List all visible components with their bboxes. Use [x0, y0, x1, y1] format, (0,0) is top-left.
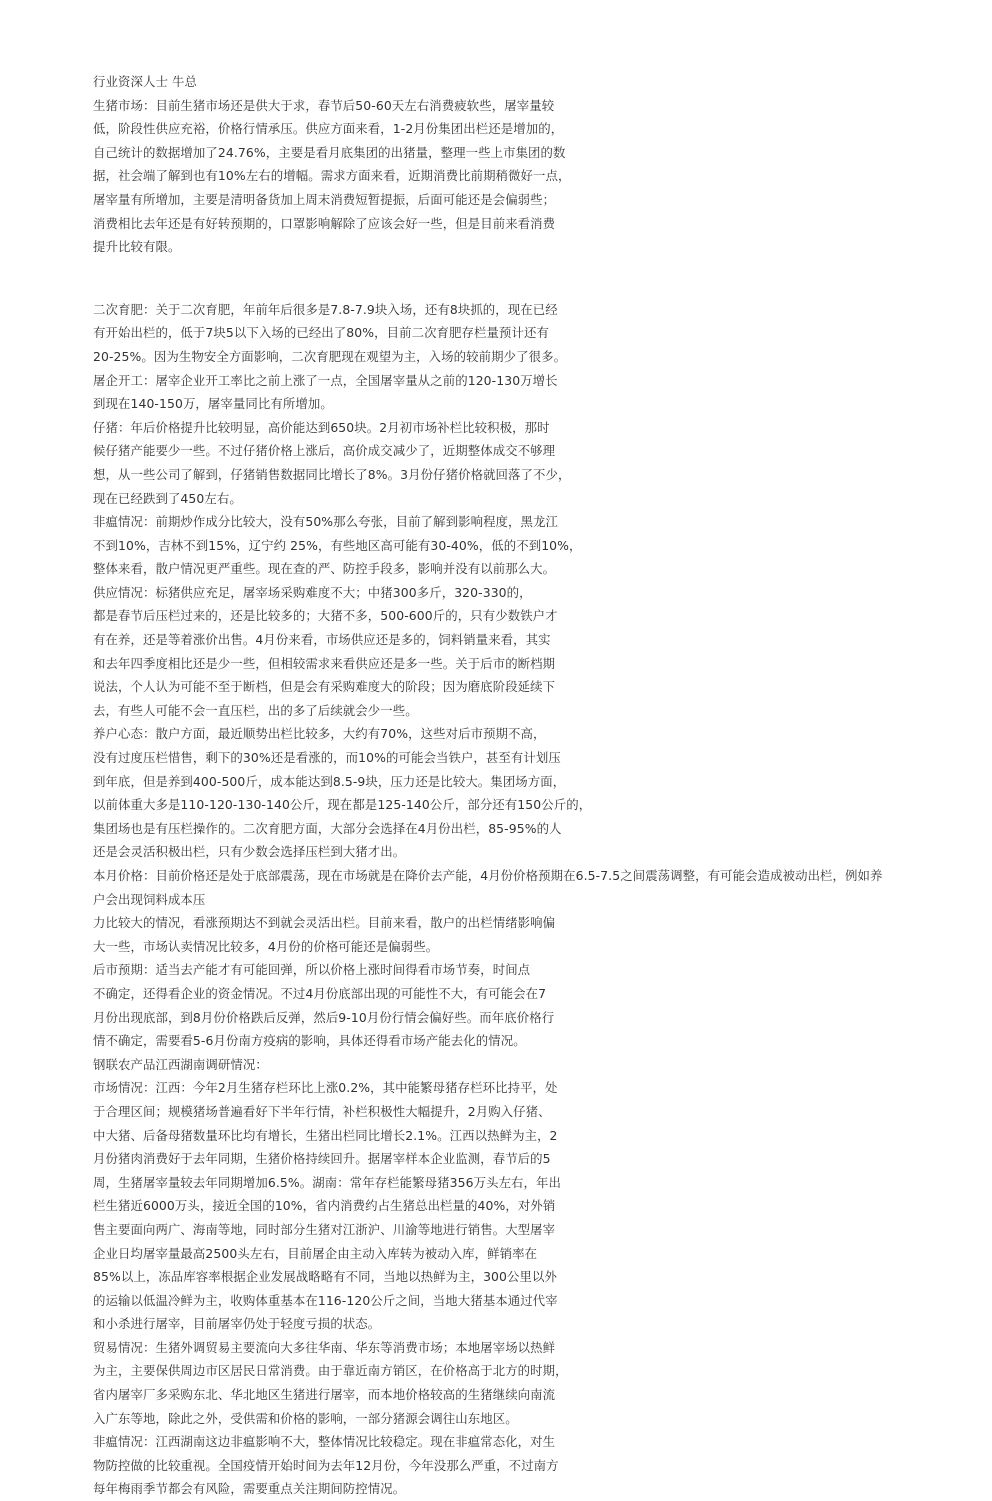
- text-line: 大一些，市场认卖情况比较多，4月份的价格可能还是偏弱些。: [93, 938, 439, 954]
- text-line: 钢联农产品江西湖南调研情况：: [93, 1056, 268, 1072]
- market-summary-paragraph: [93, 94, 943, 259]
- text-line: 以前体重大多是110-120-130-140公斤，现在都是125-140公斤，部分还有150公斤的，: [93, 797, 592, 813]
- text-line: 省内屠宰厂多采购东北、华北地区生猪进行屠宰，而本地价格较高的生猪继续向南流: [93, 1387, 556, 1403]
- text-line: 生猪市场：目前生猪市场还是供大于求，春节后50-60天左右消费疲软些，屠宰量较: [93, 97, 555, 113]
- author-line: 行业资深人士 牛总: [93, 74, 197, 89]
- text-line: 屠企开工：屠宰企业开工率比之前上涨了一点，全国屠宰量从之前的120-130万增长: [93, 372, 558, 388]
- text-line: 有在养，还是等着涨价出售。4月份来看，市场供应还是多的，饲料销量来看，其实: [93, 632, 551, 648]
- text-line: 于合理区间；规模猪场普遍看好下半年行情，补栏积极性大幅提升，2月购入仔猪、: [93, 1103, 551, 1119]
- text-line: 为主，主要保供周边市区居民日常消费。由于靠近南方销区，在价格高于北方的时期，: [93, 1363, 568, 1379]
- text-line: 20-25%。因为生物安全方面影响，二次育肥现在观望为主，入场的较前期少了很多。: [93, 348, 567, 364]
- text-line: 自己统计的数据增加了24.76%，主要是看月底集团的出猪量，整理一些上市集团的数: [93, 144, 566, 160]
- text-line: 非瘟情况：前期炒作成分比较大，没有50%那么夸张，目前了解到影响程度，黑龙江: [93, 514, 559, 530]
- text-line: 二次育肥：关于二次育肥，年前年后很多是7.8-7.9块入场，还有8块抓的，现在已经: [93, 301, 558, 317]
- text-line: 贸易情况：生猪外调贸易主要流向大多往华南、华东等消费市场；本地屠宰场以热鲜: [93, 1339, 556, 1355]
- text-line: 情不确定，需要看5-6月份南方疫病的影响，具体还得看市场产能去化的情况。: [93, 1033, 526, 1049]
- text-line: 的运输以低温冷鲜为主，收购体重基本在116-120公斤之间，当地大猪基本通过代宰: [93, 1292, 558, 1308]
- text-line: 据，社会端了解到也有10%左右的增幅。需求方面来看，近期消费比前期稍微好一点，: [93, 168, 571, 184]
- text-line: 物防控做的比较重视。全国疫情开始时间为去年12月份，今年没那么严重，不过南方: [93, 1457, 559, 1473]
- text-line: 85%以上，冻品库容率根据企业发展战略略有不同，当地以热鲜为主，300公里以外: [93, 1269, 557, 1285]
- text-line: 消费相比去年还是有好转预期的，口罩影响解除了应该会好一些，但是目前来看消费: [93, 215, 556, 231]
- text-line: 中大猪、后备母猪数量环比均有增长，生猪出栏同比增长2.1%。江西以热鲜为主，2: [93, 1127, 558, 1143]
- text-line: 有开始出栏的，低于7块5以下入场的已经出了80%，目前二次育肥存栏量预计还有: [93, 325, 549, 341]
- text-line: 入广东等地，除此之外，受供需和价格的影响，一部分猪源会调往山东地区。: [93, 1410, 518, 1426]
- text-line: 市场情况：江西：今年2月生猪存栏环比上涨0.2%，其中能繁母猪存栏环比持平，处: [93, 1080, 558, 1096]
- text-line: 提升比较有限。: [93, 239, 181, 255]
- text-line: 整体来看，散户情况更严重些。现在查的严、防控手段多，影响并没有以前那么大。: [93, 561, 556, 577]
- text-line: 售主要面向两广、海南等地，同时部分生猪对江浙沪、川渝等地进行销售。大型屠宰: [93, 1221, 556, 1237]
- text-line: 月份出现底部，到8月份价格跌后反弹，然后9-10月份行情会偏好些。而年底价格行: [93, 1009, 555, 1025]
- text-line: 说法，个人认为可能不至于断档，但是会有采购难度大的阶段；因为磨底阶段延续下: [93, 679, 556, 695]
- text-line: 都是春节后压栏过来的，还是比较多的；大猪不多，500-600斤的，只有少数铁户才: [93, 608, 558, 624]
- document-page: [93, 70, 943, 1501]
- text-line: 和去年四季度相比还是少一些，但相较需求来看供应还是多一些。关于后市的断档期: [93, 655, 556, 671]
- text-line: 候仔猪产能要少一些。不过仔猪价格上涨后，高价成交减少了，近期整体成交不够理: [93, 443, 556, 459]
- text-line: 不确定，还得看企业的资金情况。不过4月份底部出现的可能性不大，有可能会在7: [93, 985, 547, 1001]
- text-line: 到现在140-150万，屠宰量同比有所增加。: [93, 396, 333, 412]
- text-line: 周，生猪屠宰量较去年同期增加6.5%。湖南：常年存栏能繁母猪356万头左右，年出: [93, 1174, 562, 1190]
- text-line: 和小杀进行屠宰，目前屠宰仍处于轻度亏损的状态。: [93, 1316, 381, 1332]
- text-line: 月份猪肉消费好于去年同期，生猪价格持续回升。据屠宰样本企业监测，春节后的5: [93, 1151, 551, 1167]
- text-line: 本月价格：目前价格还是处于底部震荡，现在市场就是在降价去产能，4月份价格预期在6.5-7.5之间震荡调整，有可能会造成被动出栏，例如养: [93, 868, 883, 883]
- research-details-section: [93, 298, 943, 1501]
- text-line: 屠宰量有所增加，主要是清明备货加上周末消费短暂提振，后面可能还是会偏弱些；: [93, 191, 556, 207]
- text-line: 户会出现饲料成本压: [93, 891, 206, 907]
- text-line: 企业日均屠宰量最高2500头左右，目前屠企由主动入库转为被动入库，鲜销率在: [93, 1245, 538, 1261]
- text-line: 到年底，但是养到400-500斤，成本能达到8.5-9块，压力还是比较大。集团场方面，: [93, 773, 566, 789]
- text-line: 低，阶段性供应充裕，价格行情承压。供应方面来看，1-2月份集团出栏还是增加的，: [93, 121, 564, 137]
- text-line: 供应情况：标猪供应充足，屠宰场采购难度不大；中猪300多斤，320-330的，: [93, 584, 532, 600]
- text-line: 养户心态：散户方面，最近顺势出栏比较多，大约有70%，这些对后市预期不高，: [93, 726, 546, 742]
- text-line: 去，有些人可能不会一直压栏，出的多了后续就会少一些。: [93, 702, 418, 718]
- paragraph-gap: [93, 259, 943, 298]
- text-line: 力比较大的情况，看涨预期达不到就会灵活出栏。目前来看，散户的出栏情绪影响偏: [93, 915, 556, 931]
- text-line: 每年梅雨季节都会有风险，需要重点关注期间防控情况。: [93, 1481, 406, 1497]
- text-line: 现在已经跌到了450左右。: [93, 490, 242, 506]
- text-line: 不到10%，吉林不到15%，辽宁约 25%，有些地区高可能有30-40%，低的不到10%，: [93, 537, 582, 553]
- text-line: 还是会灵活积极出栏，只有少数会选择压栏到大猪才出。: [93, 844, 406, 860]
- text-line: 没有过度压栏惜售，剩下的30%还是看涨的，而10%的可能会当铁户，甚至有计划压: [93, 750, 561, 766]
- text-line: 栏生猪近6000万头，接近全国的10%，省内消费约占生猪总出栏量的40%，对外销: [93, 1198, 556, 1214]
- text-line: 集团场也是有压栏操作的。二次育肥方面，大部分会选择在4月份出栏，85-95%的人: [93, 820, 562, 836]
- text-line: 想，从一些公司了解到，仔猪销售数据同比增长了8%。3月份仔猪价格就回落了不少，: [93, 466, 571, 482]
- text-line: 后市预期：适当去产能才有可能回弹，所以价格上涨时间得看市场节奏，时间点: [93, 962, 531, 978]
- text-line: 仔猪：年后价格提升比较明显，高价能达到650块。2月初市场补栏比较积极，那时: [93, 419, 550, 435]
- text-line: 非瘟情况：江西湖南这边非瘟影响不大，整体情况比较稳定。现在非瘟常态化，对生: [93, 1434, 556, 1450]
